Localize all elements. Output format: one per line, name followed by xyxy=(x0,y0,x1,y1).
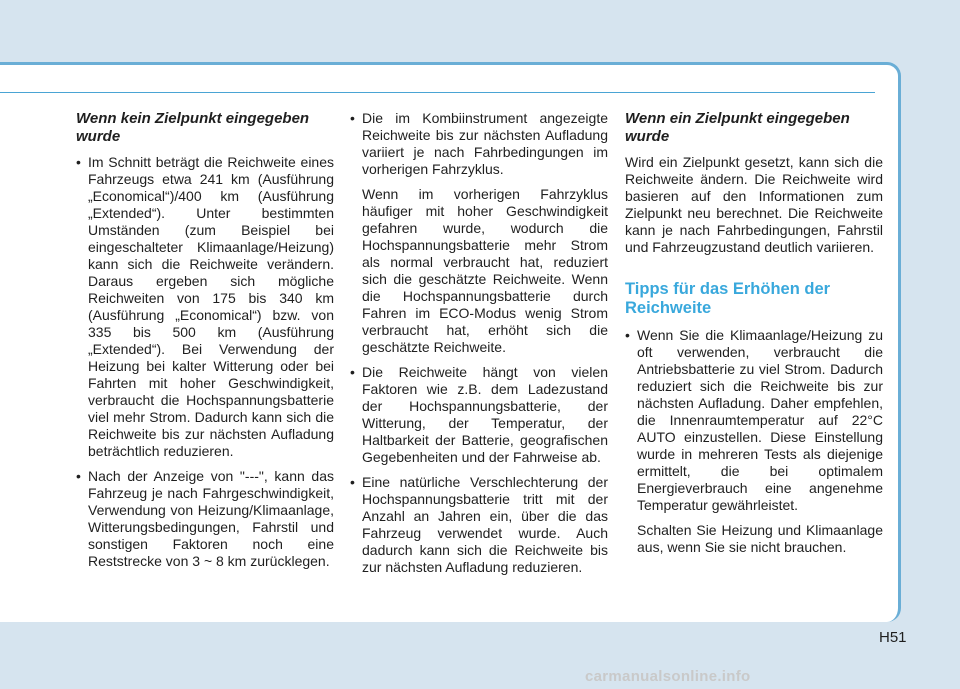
column-2 xyxy=(350,110,608,584)
list-item-text: Die im Kombiinstrument angezeigte Reichweite bis zur nächsten Aufladung variiert je nach Fahrbedingungen im vorherigen Fahrzyklus. xyxy=(362,110,608,177)
list-item xyxy=(625,327,883,556)
watermark: carmanualsonline.info xyxy=(585,668,751,685)
list-item xyxy=(350,110,608,356)
tips-list xyxy=(625,327,883,556)
list-item-text: Wenn Sie die Klimaanlage/Heizung zu oft verwenden, verbraucht die Antriebsbatterie zu viel Strom. Dadurch reduziert sich die Reichweite bis zur nächsten Aufladung. Daher empfehlen, die Innenraumtemperatur auf 22°C AUTO einzustellen. Diese Einstellung wurde in mehreren Tests als diejenige ermittelt, die bei optimalem Energieverbrauch eine angenehme Temperatur gewährleistet. xyxy=(637,327,883,513)
range-factors-list xyxy=(350,110,608,576)
range-bullet-list xyxy=(76,154,334,570)
tips-heading: Tipps für das Erhöhen der Reichweite xyxy=(625,280,831,317)
column-1 xyxy=(76,110,334,578)
list-item: • Eine natürliche Verschlechterung der Hochspannungsbatterie tritt mit der Anzahl an Jahren ein, über die das Fahrzeug verwendet wurde. Auch dadurch kann sich die Reichweite bis zur nächsten Aufladung reduzieren. xyxy=(350,474,608,576)
list-item: • Im Schnitt beträgt die Reichweite eines Fahrzeugs etwa 241 km (Ausführung „Economical“)/400 km (Ausführung „Extended“). Unter bestimmten Umständen (zum Beispiel bei eingeschalteter Klimaanlage/Heizung) kann sich die Reichweite verändern. Daraus ergeben sich mögliche Reichweiten von 175 bis 340 km (Ausführung „Economical“) bzw. von 335 bis 500 km (Ausführung „Extended“). Bei Verwendung der Heizung bei kalter Witterung oder bei Fahrten mit hoher Geschwindigkeit, verbraucht die Hochspannungsbatterie viel mehr Strom. Dadurch kann sich die Reichweite bis zur nächsten Aufladung beträchtlich reduzieren. xyxy=(76,154,334,460)
list-item-paragraph: Wenn im vorherigen Fahrzyklus häufiger mit hoher Geschwindigkeit gefahren wurde, wodurch die Hochspannungsbatterie mehr Strom als normal verbraucht hat, reduziert sich die geschätzte Reichweite. Wenn die Hochspannungsbatterie durch Fahren im ECO-Modus wenig Strom verbraucht hat, erhöht sich die geschätzte Reichweite. xyxy=(362,186,608,355)
destination-paragraph: Wird ein Zielpunkt gesetzt, kann sich die Reichweite ändern. Die Reichweite wird basieren auf den Informationen zum Zielpunkt neu berechnet. Die Reichweite kann je nach Fahrbedingungen, Fahrstil und Fahrzeugzustand deutlich variieren. xyxy=(625,154,883,255)
list-item-paragraph: Schalten Sie Heizung und Klimaanlage aus, wenn Sie sie nicht brauchen. xyxy=(637,522,883,555)
section-heading-destination-set: Wenn ein Zielpunkt eingegeben wurde xyxy=(625,110,850,145)
page-number: H51 xyxy=(879,629,907,646)
list-item: • Nach der Anzeige von "---", kann das Fahrzeug je nach Fahrgeschwindigkeit, Verwendung von Heizung/Klimaanlage, Witterungsbedingungen, Fahrstil und sonstigen Faktoren noch eine Reststrecke von 3 ~ 8 km zurücklegen. xyxy=(76,468,334,570)
section-heading-no-destination: Wenn kein Zielpunkt eingegeben wurde xyxy=(76,110,310,145)
header-divider xyxy=(0,92,875,93)
column-3 xyxy=(625,110,883,564)
list-item: • Die Reichweite hängt von vielen Faktoren wie z.B. dem Ladezustand der Hochspannungsbatterie, der Witterung, der Temperatur, der Haltbarkeit der Batterie, geografischen Gegebenheiten und der Fahrweise ab. xyxy=(350,364,608,466)
